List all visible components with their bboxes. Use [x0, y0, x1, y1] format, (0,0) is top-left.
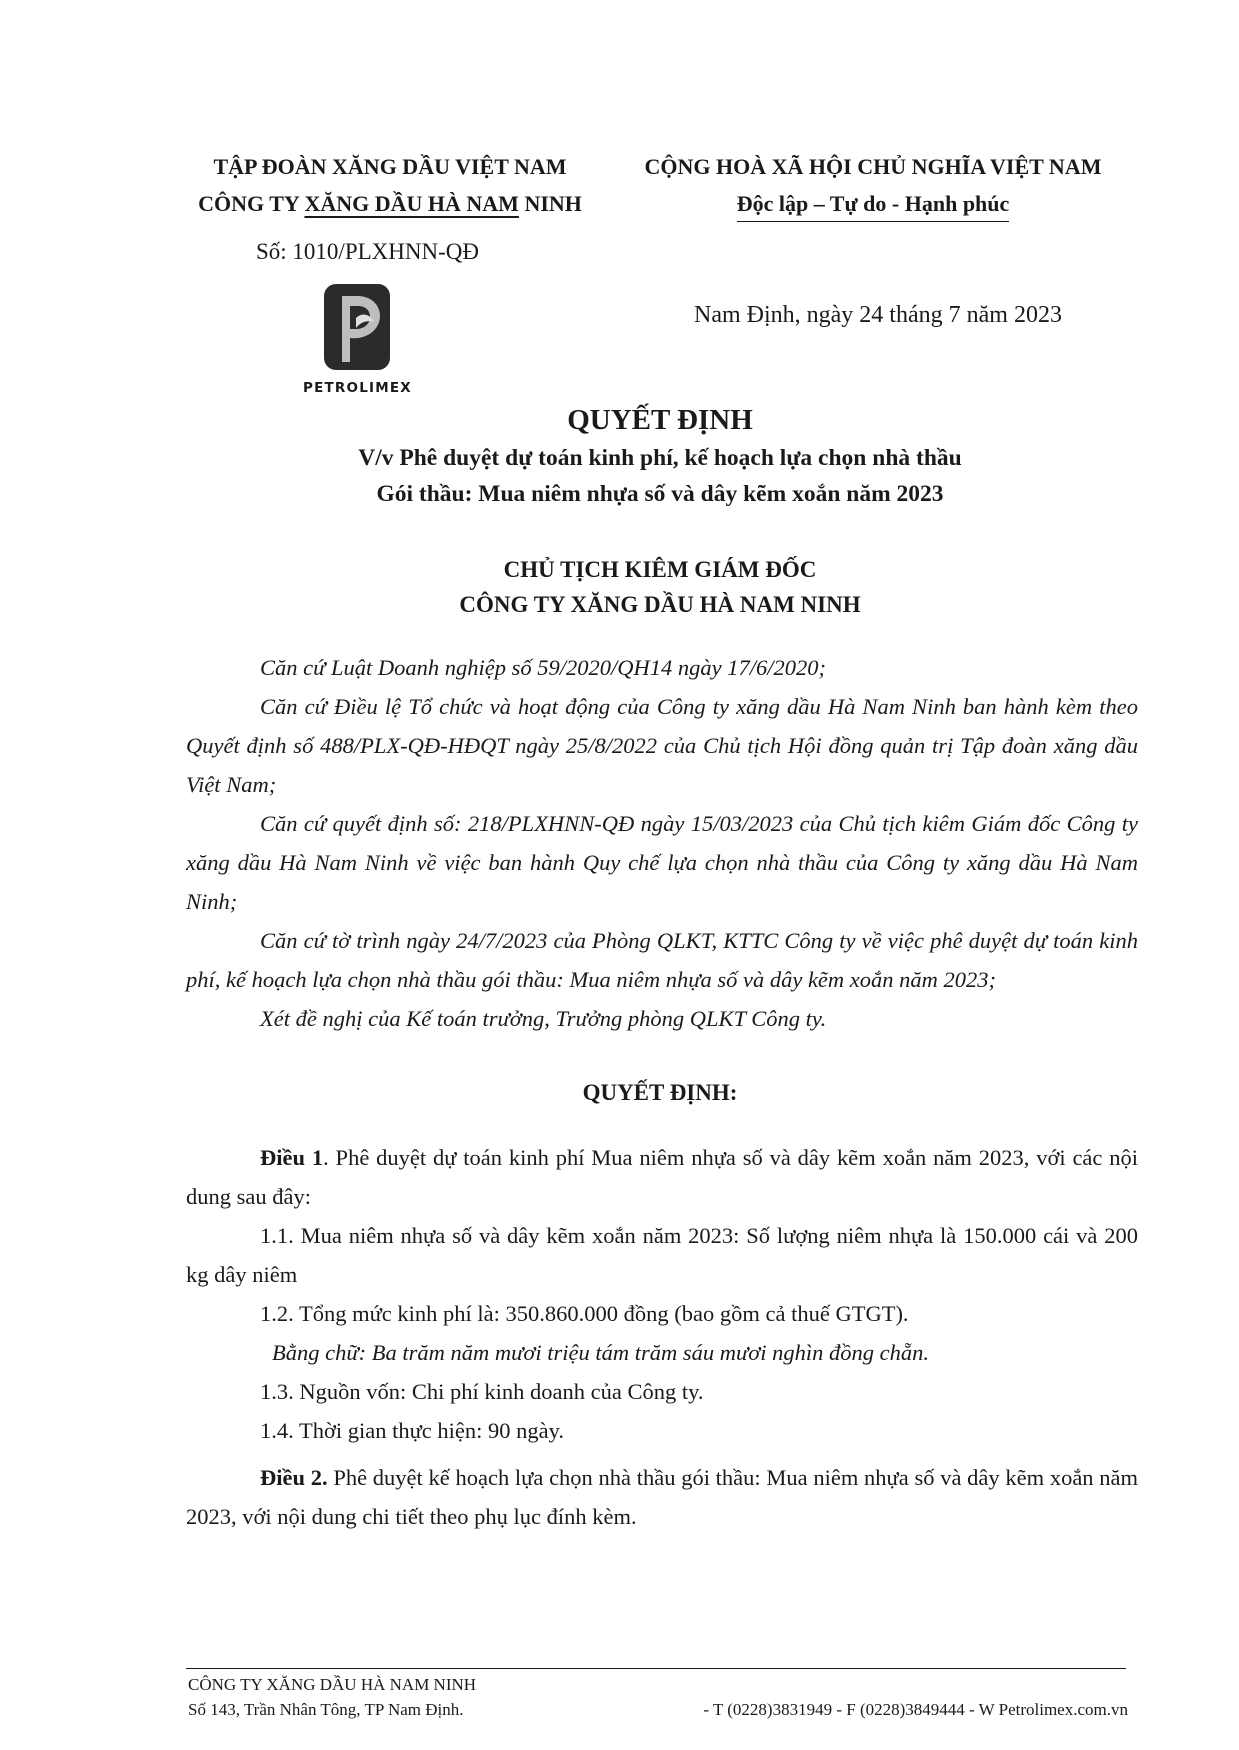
- document-number: Số: 1010/PLXHNN-QĐ: [256, 239, 479, 264]
- national-heading: [608, 148, 1138, 222]
- article-1-item-2: 1.2. Tổng mức kinh phí là: 350.860.000 đồng (bao gồm cả thuế GTGT).: [260, 1301, 909, 1326]
- company-name: CÔNG TY XĂNG DẦU HÀ NAM NINH: [198, 191, 582, 216]
- article-2-label: Điều 2.: [260, 1465, 328, 1490]
- article-1-item-1: 1.1. Mua niêm nhựa số và dây kẽm xoắn năm 2023: Số lượng niêm nhựa là 150.000 cái và 200 kg dây niêm: [186, 1223, 1138, 1287]
- legal-basis-item: Căn cứ Luật Doanh nghiệp số 59/2020/QH14 ngày 17/6/2020;: [260, 655, 827, 680]
- article-1: [186, 1138, 1138, 1216]
- legal-basis-item: Xét đề nghị của Kế toán trưởng, Trưởng phòng QLKT Công ty.: [260, 1006, 827, 1031]
- decision-articles: [186, 1138, 1138, 1536]
- article-1-item-4: 1.4. Thời gian thực hiện: 90 ngày.: [260, 1418, 565, 1443]
- amount-in-words: Bằng chữ: Ba trăm năm mươi triệu tám trăm sáu mươi nghìn đồng chẵn.: [272, 1340, 930, 1365]
- article-1-item-3: 1.3. Nguồn vốn: Chi phí kinh doanh của Công ty.: [260, 1379, 704, 1404]
- issuing-organization: [180, 148, 600, 222]
- article-1-label: Điều 1: [260, 1145, 324, 1170]
- company-logo: [304, 282, 410, 396]
- footer-divider: [186, 1668, 1126, 1669]
- petrolimex-logo-icon: [304, 282, 410, 378]
- footer-address: Số 143, Trần Nhân Tông, TP Nam Định.: [188, 1700, 464, 1719]
- parent-organization: TẬP ĐOÀN XĂNG DẦU VIỆT NAM: [213, 154, 567, 179]
- article-1-text: . Phê duyệt dự toán kinh phí Mua niêm nhựa số và dây kẽm xoắn năm 2023, với các nội dung sau đây:: [186, 1145, 1138, 1209]
- decision-subject-line-2: Gói thầu: Mua niêm nhựa số và dây kẽm xoắn năm 2023: [376, 481, 944, 507]
- decision-heading: QUYẾT ĐỊNH:: [582, 1080, 738, 1105]
- footer-company: CÔNG TY XĂNG DẦU HÀ NAM NINH: [188, 1675, 477, 1694]
- authority-company: CÔNG TY XĂNG DẦU HÀ NAM NINH: [459, 592, 861, 617]
- footer-contact: - T (0228)3831949 - F (0228)3849444 - W Petrolimex.com.vn: [703, 1700, 1128, 1719]
- logo-wordmark: PETROLIMEX: [303, 380, 412, 396]
- legal-basis-item: Căn cứ quyết định số: 218/PLXHNN-QĐ ngày 15/03/2023 của Chủ tịch kiêm Giám đốc Công ty xăng dầu Hà Nam Ninh về việc ban hành Quy chế lựa chọn nhà thầu của Công ty xăng dầu Hà Nam Ninh;: [186, 811, 1138, 914]
- legal-basis-item: Căn cứ Điều lệ Tổ chức và hoạt động của Công ty xăng dầu Hà Nam Ninh ban hành kèm theo Quyết định số 488/PLX-QĐ-HĐQT ngày 25/8/2022 của Chủ tịch Hội đồng quản trị Tập đoàn xăng dầu Việt Nam;: [186, 694, 1138, 797]
- authority-title: CHỦ TỊCH KIÊM GIÁM ĐỐC: [503, 557, 817, 582]
- decision-title: QUYẾT ĐỊNH: [567, 404, 753, 436]
- legal-basis-item: Căn cứ tờ trình ngày 24/7/2023 của Phòng QLKT, KTTC Công ty về việc phê duyệt dự toán kinh phí, kế hoạch lựa chọn nhà thầu gói thầu: Mua niêm nhựa số và dây kẽm xoắn năm 2023;: [186, 928, 1138, 992]
- country-name: CỘNG HOÀ XÃ HỘI CHỦ NGHĨA VIỆT NAM: [644, 154, 1102, 179]
- legal-bases: [186, 648, 1138, 1038]
- page-footer: [188, 1672, 1128, 1722]
- issuing-authority: [140, 552, 1180, 622]
- issue-date: Nam Định, ngày 24 tháng 7 năm 2023: [694, 302, 1062, 328]
- decision-title-block: [140, 400, 1180, 512]
- article-2: [186, 1458, 1138, 1536]
- article-2-text: Phê duyệt kế hoạch lựa chọn nhà thầu gói thầu: Mua niêm nhựa số và dây kẽm xoắn năm 2023, với nội dung chi tiết theo phụ lục đính kèm.: [186, 1465, 1139, 1529]
- national-motto: Độc lập – Tự do - Hạnh phúc: [737, 189, 1010, 222]
- decision-subject-line-1: V/v Phê duyệt dự toán kinh phí, kế hoạch lựa chọn nhà thầu: [358, 445, 962, 471]
